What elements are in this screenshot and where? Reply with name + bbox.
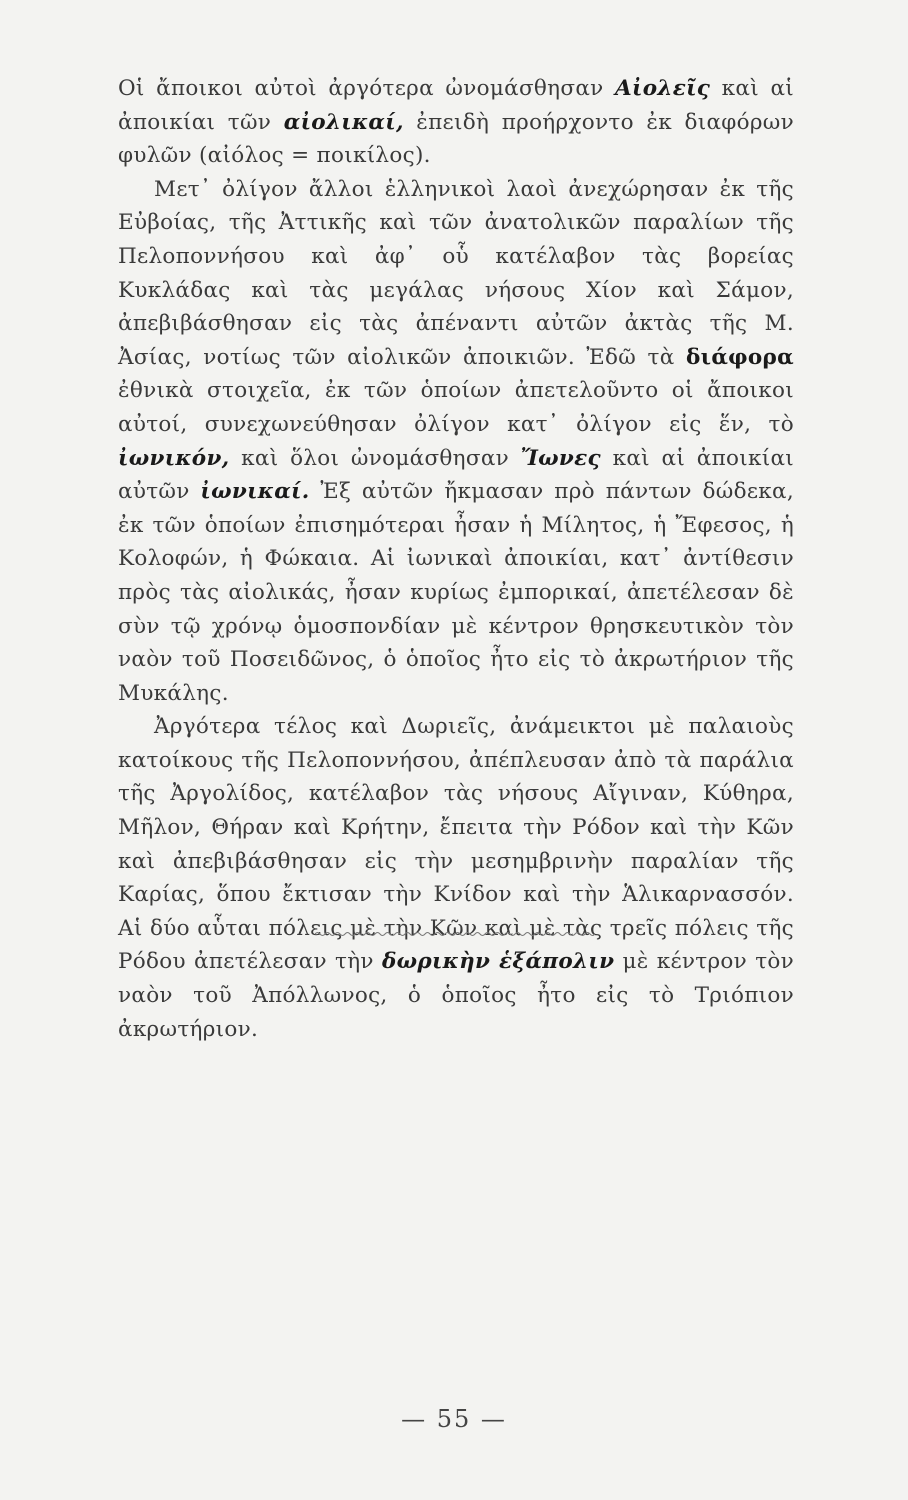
emphasized-term: δωρικὴν ἑξάπολιν xyxy=(381,949,615,975)
emphasized-term: ἰωνικαί. xyxy=(200,479,310,505)
emphasized-term: διάφορα xyxy=(685,344,794,370)
emphasized-term: Ἴωνες xyxy=(520,445,601,471)
paragraph-dorians: Ἀργότερα τέλος καὶ Δωριεῖς, ἀνάμεικτοι μὲ παλαιοὺς κατοίκους τῆς Πελοποννήσου, ἀπέπλευσαν ἀπὸ τὰ παράλια τῆς Ἀργολίδος, κατέλαβον τὰς νήσους Αἴγιναν, Κύθηρα, Μῆλον, Θήραν καὶ Κρήτην, ἔπειτα τὴν Ρόδον καὶ τὴν Κῶν καὶ ἀπεβιβάσθησαν εἰς τὴν μεσημβρινὴν παραλίαν τῆς Καρίας, ὅπου ἔκτισαν τὴν Κνίδον καὶ τὴν Ἁλικαρνασσόν. Αἱ δύο αὗται πόλεις μὲ τὴν Κῶν καὶ μὲ τὰς τρεῖς πόλεις τῆς Ρόδου ἀπετέλεσαν τὴν δωρικὴν ἑξάπολιν μὲ κέντρον τὸν ναὸν τοῦ Ἀπόλλωνος, ὁ ὁποῖος ἦτο εἰς τὸ Τριόπιον ἀκρωτήριον. xyxy=(118,714,794,1042)
page-number: — 55 — xyxy=(401,1405,507,1433)
paragraph-ionians: Μετ᾽ ὀλίγον ἄλλοι ἑλληνικοὶ λαοὶ ἀνεχώρησαν ἐκ τῆς Εὐβοίας, τῆς Ἀττικῆς καὶ τῶν ἀνατολικῶν παραλίων τῆς Πελοποννήσου καὶ ἀφ᾽ οὗ κατέλαβον τὰς βορείας Κυκλάδας καὶ τὰς μεγάλας νήσους Χίον καὶ Σάμον, ἀπεβιβάσθησαν εἰς τὰς ἀπέναντι αὐτῶν ἀκτὰς τῆς Μ. Ἀσίας, νοτίως τῶν αἰολικῶν ἀποικιῶν. Ἐδῶ τὰ διάφορα ἐθνικὰ στοιχεῖα, ἐκ τῶν ὁποίων ἀπετελοῦντο οἱ ἄποικοι αὐτοί, συνεχωνεύθησαν ὀλίγον κατ᾽ ὀλίγον εἰς ἕν, τὸ ἰωνικόν, καὶ ὅλοι ὠνομάσθησαν Ἴωνες καὶ αἱ ἀποικίαι αὐτῶν ἰωνικαί. Ἐξ αὐτῶν ἤκμασαν πρὸ πάντων δώδεκα, ἐκ τῶν ὁποίων ἐπισημότεραι ἦσαν ἡ Μίλητος, ἡ Ἔφεσος, ἡ Κολοφών, ἡ Φώκαια. Αἱ ἰωνικαὶ ἀποικίαι, κατ᾽ ἀντίθεσιν πρὸς τὰς αἰολικάς, ἦσαν κυρίως ἐμπορικαί, ἀπετέλεσαν δὲ σὺν τῷ χρόνῳ ὁμοσπονδίαν μὲ κέντρον θρησκευτικὸν τὸν ναὸν τοῦ Ποσειδῶνος, ὁ ὁποῖος ἦτο εἰς τὸ ἀκρωτήριον τῆς Μυκάλης. xyxy=(118,176,794,706)
paragraph-aeolians: Οἱ ἄποικοι αὐτοὶ ἀργότερα ὠνομάσθησαν Αἰολεῖς καὶ αἱ ἀποικίαι τῶν αἰολικαί, ἐπειδὴ προήρχοντο ἐκ διαφόρων φυλῶν (αἰόλος = ποικίλος). xyxy=(118,76,795,169)
emphasized-term: αἰολικαί, xyxy=(283,109,404,135)
section-separator xyxy=(315,931,595,937)
emphasized-term: Αἰολεῖς xyxy=(615,76,711,101)
body-text xyxy=(118,72,794,1046)
emphasized-term: ἰωνικόν, xyxy=(118,445,230,471)
